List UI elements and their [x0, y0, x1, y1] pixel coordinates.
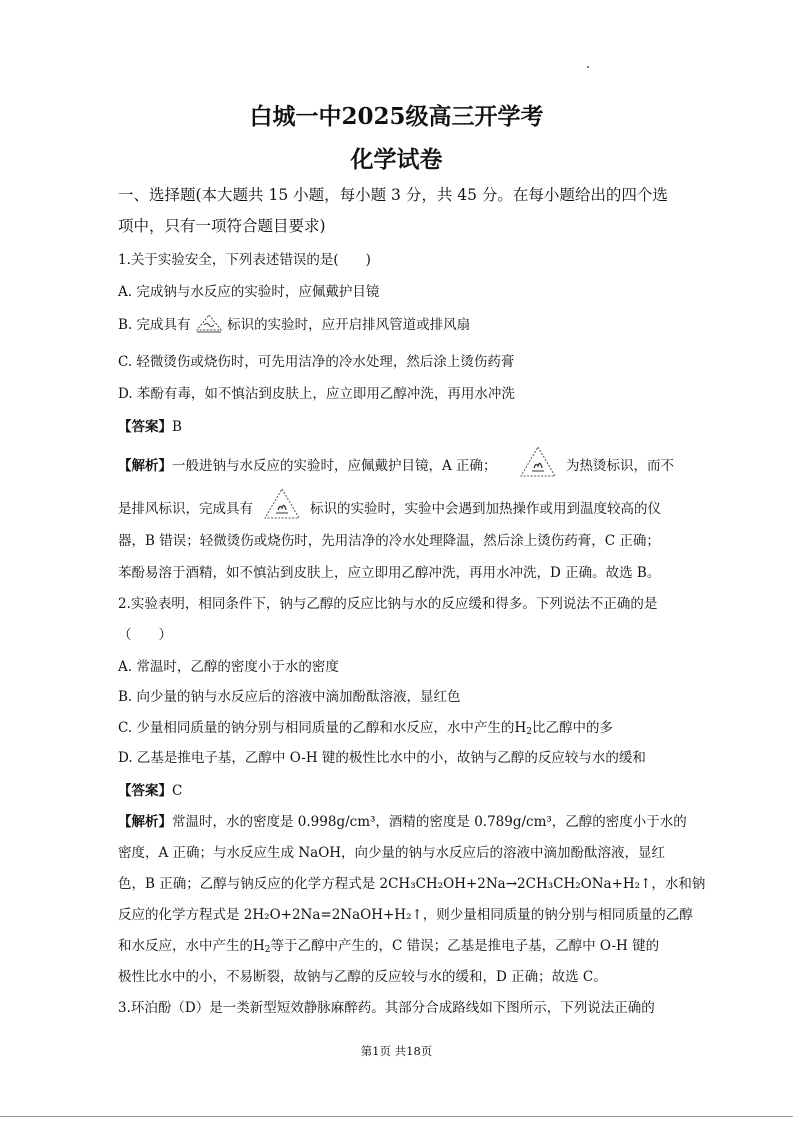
q1-analysis-line2: 是排风标识，完成具有 [118, 501, 253, 517]
analysis-label: 【解析】 [118, 458, 172, 474]
q1-analysis-line1-post: 为热烫标识，而不 [566, 458, 674, 474]
q2-option-b: B. 向少量的钠与水反应后的溶液中滴加酚酞溶液，显红色 [118, 689, 461, 705]
q1-option-a: A. 完成钠与水反应的实验时，应佩戴护目镜 [118, 284, 380, 300]
exam-title: 白城一中2025级高三开学考 [249, 103, 544, 130]
answer-label: 【答案】 [118, 419, 172, 435]
q3-stem: 3.环泊酚（D）是一类新型短效静脉麻醉药。其部分合成路线如下图所示，下列说法正确的 [118, 1000, 655, 1016]
ventilation-warning-icon [195, 313, 223, 333]
analysis-label: 【解析】 [118, 814, 172, 830]
page-footer: 第1页 共18页 [360, 1044, 433, 1058]
q1-analysis-line3: 器，B 错误；轻微烫伤或烧伤时，先用洁净的冷水处理降温，然后涂上烫伤药膏，C 正确； [118, 533, 660, 549]
q1-option-d: D. 苯酚有毒，如不慎沾到皮肤上，应立即用乙醇冲洗，再用水冲洗 [118, 386, 515, 402]
q1-analysis-line2-post: 标识的实验时，实验中会遇到加热操作或用到温度较高的仪 [310, 501, 661, 517]
section-heading-line2: 项中，只有一项符合题目要求) [118, 217, 326, 235]
q2-stem-line1: 2.实验表明，相同条件下，钠与乙醇的反应比钠与水的反应缓和得多。下列说法不正确的是 [118, 596, 658, 612]
q2-option-c [118, 716, 613, 737]
q2-analysis-line2: 密度，A 正确；与水反应生成 NaOH，向少量的钠与水反应后的溶液中滴加酚酞溶液，显红 [118, 845, 666, 861]
exam-subtitle: 化学试卷 [350, 146, 443, 173]
q2-analysis-line1 [118, 810, 687, 830]
section-heading-line1: 一、选择题(本大题共 15 小题，每小题 3 分，共 45 分。在每小题给出的四个选 [118, 186, 668, 204]
q2-analysis-line4: 反应的化学方程式是 2H₂O+2Na=2NaOH+H₂↑，则少量相同质量的钠分别与相同质量的乙醇 [118, 907, 693, 923]
q2-analysis-line6: 极性比水中的小，不易断裂，故钠与乙醇的反应较与水的缓和，D 正确；故选 C。 [118, 969, 607, 985]
q1-answer [118, 415, 182, 435]
h2-formula: H [514, 720, 527, 736]
answer-value: B [172, 419, 182, 435]
hot-surface-warning-icon [518, 444, 558, 480]
analysis-text: 一般进钠与水反应的实验时，应佩戴护目镜，A 正确； [172, 458, 497, 474]
h2-subscript: 2 [264, 945, 271, 955]
q1-stem: 1.关于实验安全，下列表述错误的是( ) [118, 252, 371, 268]
page-divider [0, 1116, 793, 1117]
q2-option-c-text-post: 比乙醇中的多 [531, 720, 613, 736]
h2-subscript: 2 [526, 727, 532, 737]
q2-stem-line2: （ ） [118, 627, 172, 643]
q1-option-b-text-pre: B. 完成具有 [118, 317, 191, 333]
analysis-text: 常温时，水的密度是 0.998g/cm³，酒精的密度是 0.789g/cm³，乙醇的密度小于水的 [172, 814, 687, 830]
hot-surface-warning-icon-2 [262, 486, 302, 522]
q2-option-a: A. 常温时，乙醇的密度小于水的密度 [118, 659, 339, 675]
q2-answer [118, 779, 182, 799]
q1-option-c: C. 轻微烫伤或烧伤时，可先用洁净的冷水处理，然后涂上烫伤药膏 [118, 354, 515, 370]
answer-value: C [172, 783, 183, 799]
q1-option-b [118, 313, 470, 333]
analysis-text-post: 等于乙醇中产生的，C 错误；乙基是推电子基，乙醇中 O-H 键的 [270, 938, 660, 954]
answer-label: 【答案】 [118, 783, 172, 799]
q2-analysis-line3: 色，B 正确；乙醇与钠反应的化学方程式是 2CH₃CH₂OH+2Na→2CH₃CH₂ONa+H₂↑，水和钠 [118, 876, 706, 892]
analysis-text: 和水反应，水中产生的 [118, 938, 253, 954]
q1-option-b-text-post: 标识的实验时，应开启排风管道或排风扇 [227, 317, 471, 333]
q2-analysis-line5 [118, 934, 678, 955]
scan-dot [587, 66, 589, 68]
q1-analysis-line4: 苯酚易溶于酒精，如不慎沾到皮肤上，应立即用乙醇冲洗，再用水冲洗，D 正确。故选 B。 [118, 565, 661, 581]
h2-formula: H [253, 938, 265, 954]
q2-option-d: D. 乙基是推电子基，乙醇中 O-H 键的极性比水中的小，故钠与乙醇的反应较与水的缓和 [118, 750, 646, 766]
q2-option-c-text: C. 少量相同质量的钠分别与相同质量的乙醇和水反应，水中产生的 [118, 720, 515, 736]
